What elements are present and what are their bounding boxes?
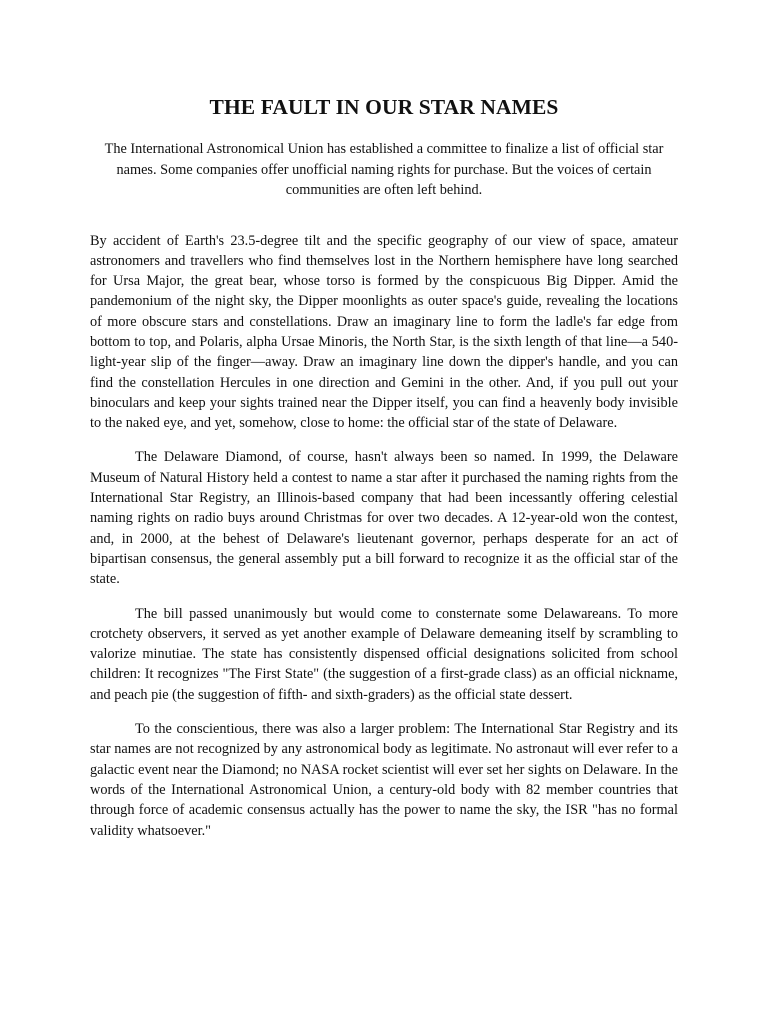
paragraph-2: The Delaware Diamond, of course, hasn't always been so named. In 1999, the Delaware Museum of Natural History held a contest to name a star after it purchased the naming rights from the International Star Registry, an Illinois-based company that had been incessantly offering celestial naming rights on radio buys around Christmas for over two decades. A 12-year-old won the contest, and, in 2000, at the behest of Delaware's lieutenant governor, perhaps desperate for an act of bipartisan consensus, the general assembly put a bill forward to recognize it as the official star of the state.	[90, 449, 678, 588]
paragraph-3: The bill passed unanimously but would come to consternate some Delawareans. To more crotchety observers, it served as yet another example of Delaware demeaning itself by scrambling to valorize minutiae. The state has consistently dispensed official designations solicited from school children: It recognizes "The First State" (the suggestion of a first-grade class) as an official nickname, and peach pie (the suggestion of fifth- and sixth-graders) as the official state dessert.	[90, 605, 678, 703]
article-title: THE FAULT IN OUR STAR NAMES	[209, 95, 559, 119]
article-subtitle: The International Astronomical Union has established a committee to finalize a list of official star names. Some companies offer unofficial naming rights for purchase. But the voices of certain communities are often left behind.	[104, 141, 664, 198]
article-body	[90, 231, 678, 841]
document-page	[90, 92, 678, 855]
paragraph-1: By accident of Earth's 23.5-degree tilt and the specific geography of our view of space, amateur astronomers and travellers who find themselves lost in the Northern hemisphere have long searched for Ursa Major, the great bear, whose torso is formed by the conspicuous Big Dipper. Amid the pandemonium of the night sky, the Dipper moonlights as outer space's guide, revealing the locations of more obscure stars and constellations. Draw an imaginary line to form the ladle's far edge from bottom to top, and Polaris, alpha Ursae Minoris, the North Star, is the sixth length of that line—a 540-light-year slip of the finger—away. Draw an imaginary line down the dipper's handle, and you can find the constellation Hercules in one direction and Gemini in the other. And, if you pull out your binoculars and keep your sights trained near the Dipper itself, you can find a heavenly body invisible to the naked eye, and yet, somehow, close to home: the official star of the state of Delaware.	[90, 232, 678, 432]
paragraph-4: To the conscientious, there was also a larger problem: The International Star Registry and its star names are not recognized by any astronomical body as legitimate. No astronaut will ever refer to a galactic event near the Diamond; no NASA rocket scientist will ever set her sights on Delaware. In the words of the International Astronomical Union, a century-old body with 82 member countries that through force of academic consensus actually has the power to name the sky, the ISR "has no formal validity whatsoever."	[90, 721, 678, 839]
